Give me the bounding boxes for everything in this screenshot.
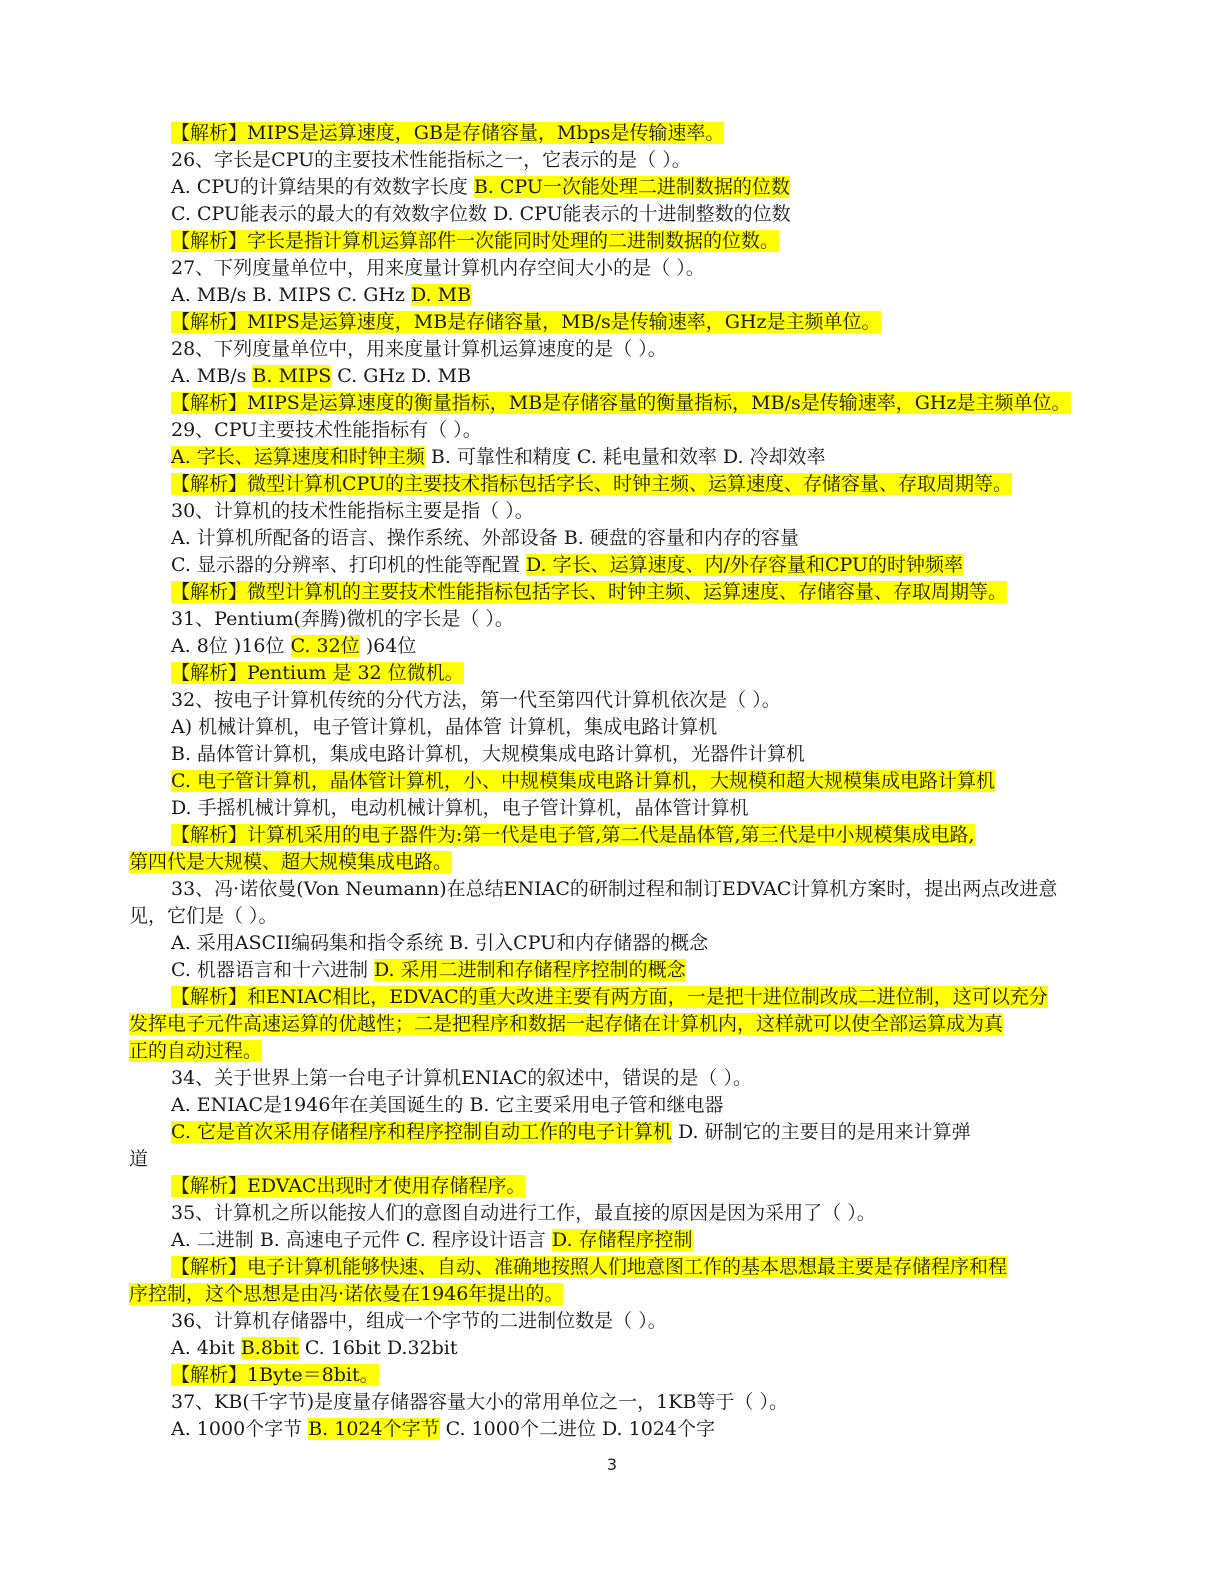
text-line: [0, 579, 1224, 606]
text-line: [0, 552, 1224, 579]
text-line: [0, 228, 1224, 255]
text-line: [0, 1038, 1224, 1065]
line-text: C. 机器语言和十六进制: [171, 959, 374, 981]
highlighted-text: 【解析】MIPS是运算速度，MB是存储容量，MB/s是传输速率，GHz是主频单位。: [171, 311, 881, 333]
highlighted-text: D. MB: [411, 284, 472, 306]
line-text: A. MB/s: [171, 365, 253, 387]
line-text: C. 16bit D.32bit: [298, 1337, 458, 1359]
highlighted-text: 【解析】微型计算机的主要技术性能指标包括字长、时钟主频、运算速度、存储容量、存取周期等。: [171, 581, 1008, 603]
line-text: A. ENIAC是1946年在美国诞生的 B. 它主要采用电子管和继电器: [171, 1094, 724, 1116]
text-line: [0, 1227, 1224, 1254]
line-text: A. 8位 )16位: [171, 635, 291, 657]
line-text: 31、Pentium(奔腾)微机的字长是（ ）。: [171, 608, 514, 630]
line-text: A. 二进制 B. 高速电子元件 C. 程序设计语言: [171, 1229, 552, 1251]
line-text: 33、冯·诺依曼(Von Neumann)在总结ENIAC的研制过程和制订EDVAC计算机方案时，提出两点改进意: [171, 878, 1058, 900]
line-text: C. 1000个二进位 D. 1024个字: [439, 1418, 715, 1440]
page-number: 3: [606, 1455, 618, 1474]
text-line: [0, 1335, 1224, 1362]
line-text: 27、下列度量单位中，用来度量计算机内存空间大小的是（ ）。: [171, 257, 705, 279]
highlighted-text: 【解析】字长是指计算机运算部件一次能同时处理的二进制数据的位数。: [171, 230, 780, 252]
highlighted-text: 【解析】MIPS是运算速度，GB是存储容量，Mbps是传输速率。: [171, 122, 725, 144]
highlighted-text: 【解析】微型计算机CPU的主要技术指标包括字长、时钟主频、运算速度、存储容量、存取周期等。: [171, 473, 1013, 495]
text-line: [0, 1092, 1224, 1119]
highlighted-text: C. 它是首次采用存储程序和程序控制自动工作的电子计算机: [171, 1121, 672, 1143]
line-text: 28、下列度量单位中，用来度量计算机运算速度的是（ ）。: [171, 338, 667, 360]
text-line: [0, 849, 1224, 876]
text-line: [0, 444, 1224, 471]
text-line: [0, 471, 1224, 498]
line-text: B. 可靠性和精度 C. 耗电量和效率 D. 冷却效率: [424, 446, 826, 468]
text-line: [0, 417, 1224, 444]
line-text: 36、计算机存储器中，组成一个字节的二进制位数是（ ）。: [171, 1310, 667, 1332]
text-line: [0, 336, 1224, 363]
text-line: [0, 1200, 1224, 1227]
text-line: [0, 1308, 1224, 1335]
text-line: [0, 1065, 1224, 1092]
line-text: 29、CPU主要技术性能指标有（ ）。: [171, 419, 482, 441]
line-text: 道: [129, 1148, 149, 1170]
text-line: [0, 1119, 1224, 1146]
highlighted-text: 【解析】MIPS是运算速度的衡量指标，MB是存储容量的衡量指标，MB/s是传输速率，GHz是主频单位。: [171, 392, 1071, 414]
text-line: [0, 714, 1224, 741]
line-text: C. 显示器的分辨率、打印机的性能等配置: [171, 554, 526, 576]
line-text: B. 晶体管计算机，集成电路计算机，大规模集成电路计算机，光器件计算机: [171, 743, 806, 765]
line-text: A. 采用ASCII编码集和指令系统 B. 引入CPU和内存储器的概念: [171, 932, 709, 954]
line-text: 37、KB(千字节)是度量存储器容量大小的常用单位之一，1KB等于（ ）。: [171, 1391, 788, 1413]
line-text: 35、计算机之所以能按人们的意图自动进行工作，最直接的原因是因为采用了（ ）。: [171, 1202, 876, 1224]
line-text: 32、按电子计算机传统的分代方法，第一代至第四代计算机依次是（ ）。: [171, 689, 781, 711]
text-line: [0, 1173, 1224, 1200]
highlighted-text: C. 32位: [290, 635, 360, 657]
question-text-body: [0, 120, 1224, 1443]
highlighted-text: 【解析】1Byte＝8bit。: [171, 1364, 379, 1386]
highlighted-text: 【解析】Pentium 是 32 位微机。: [171, 662, 464, 684]
highlighted-text: B. 1024个字节: [308, 1418, 440, 1440]
line-text: A. 计算机所配备的语言、操作系统、外部设备 B. 硬盘的容量和内存的容量: [171, 527, 799, 549]
text-line: [0, 120, 1224, 147]
text-line: [0, 1416, 1224, 1443]
text-line: [0, 1281, 1224, 1308]
line-text: 见，它们是（ ）。: [129, 905, 278, 927]
text-line: [0, 741, 1224, 768]
text-line: [0, 1011, 1224, 1038]
text-line: [0, 201, 1224, 228]
highlighted-text: D. 存储程序控制: [551, 1229, 693, 1251]
text-line: [0, 633, 1224, 660]
text-line: [0, 363, 1224, 390]
highlighted-text: 【解析】计算机采用的电子器件为:第一代是电子管,第二代是晶体管,第三代是中小规模集成电路,: [171, 824, 975, 846]
text-line: [0, 768, 1224, 795]
highlighted-text: 发挥电子元件高速运算的优越性；二是把程序和数据一起存储在计算机内，这样就可以使全部运算成为真: [129, 1013, 1004, 1035]
text-line: [0, 282, 1224, 309]
text-line: [0, 525, 1224, 552]
line-text: A. CPU的计算结果的有效数字长度: [171, 176, 474, 198]
highlighted-text: D. 字长、运算速度、内/外存容量和CPU的时钟频率: [525, 554, 964, 576]
text-line: [0, 1362, 1224, 1389]
highlighted-text: B.8bit: [240, 1337, 299, 1359]
line-text: A. MB/s B. MIPS C. GHz: [171, 284, 411, 306]
text-line: [0, 795, 1224, 822]
highlighted-text: A. 字长、运算速度和时钟主频: [171, 446, 425, 468]
line-text: )64位: [359, 635, 417, 657]
text-line: [0, 606, 1224, 633]
text-line: [0, 984, 1224, 1011]
line-text: C. CPU能表示的最大的有效数字位数 D. CPU能表示的十进制整数的位数: [171, 203, 791, 225]
line-text: C. GHz D. MB: [331, 365, 472, 387]
highlighted-text: 第四代是大规模、超大规模集成电路。: [129, 851, 453, 873]
text-line: [0, 147, 1224, 174]
highlighted-text: 【解析】电子计算机能够快速、自动、准确地按照人们地意图工作的基本思想最主要是存储程序和程: [171, 1256, 1008, 1278]
line-text: 30、计算机的技术性能指标主要是指（ ）。: [171, 500, 534, 522]
text-line: [0, 957, 1224, 984]
highlighted-text: C. 电子管计算机，晶体管计算机，小、中规模集成电路计算机，大规模和超大规模集成电路计算机: [171, 770, 995, 792]
text-line: [0, 498, 1224, 525]
text-line: [0, 822, 1224, 849]
line-text: A. 1000个字节: [171, 1418, 309, 1440]
highlighted-text: 【解析】和ENIAC相比，EDVAC的重大改进主要有两方面，一是把十进位制改成二进位制，这可以充分: [171, 986, 1048, 1008]
highlighted-text: 序控制，这个思想是由冯·诺依曼在1946年提出的。: [129, 1283, 564, 1305]
text-line: [0, 876, 1224, 903]
highlighted-text: B. CPU一次能处理二进制数据的位数: [473, 176, 790, 198]
line-text: D. 手摇机械计算机，电动机械计算机，电子管计算机，晶体管计算机: [171, 797, 749, 819]
text-line: [0, 255, 1224, 282]
line-text: D. 研制它的主要目的是用来计算弹: [671, 1121, 971, 1143]
text-line: [0, 1389, 1224, 1416]
highlighted-text: 正的自动过程。: [129, 1040, 263, 1062]
line-text: A) 机械计算机，电子管计算机，晶体管 计算机，集成电路计算机: [171, 716, 718, 738]
highlighted-text: 【解析】EDVAC出现时才使用存储程序。: [171, 1175, 526, 1197]
text-line: [0, 1254, 1224, 1281]
highlighted-text: B. MIPS: [252, 365, 332, 387]
text-line: [0, 1146, 1224, 1173]
line-text: 34、关于世界上第一台电子计算机ENIAC的叙述中，错误的是（ ）。: [171, 1067, 752, 1089]
line-text: 26、字长是CPU的主要技术性能指标之一，它表示的是（ ）。: [171, 149, 691, 171]
line-text: A. 4bit: [171, 1337, 241, 1359]
text-line: [0, 660, 1224, 687]
text-line: [0, 687, 1224, 714]
text-line: [0, 174, 1224, 201]
text-line: [0, 390, 1224, 417]
text-line: [0, 309, 1224, 336]
highlighted-text: D. 采用二进制和存储程序控制的概念: [373, 959, 686, 981]
text-line: [0, 903, 1224, 930]
text-line: [0, 930, 1224, 957]
